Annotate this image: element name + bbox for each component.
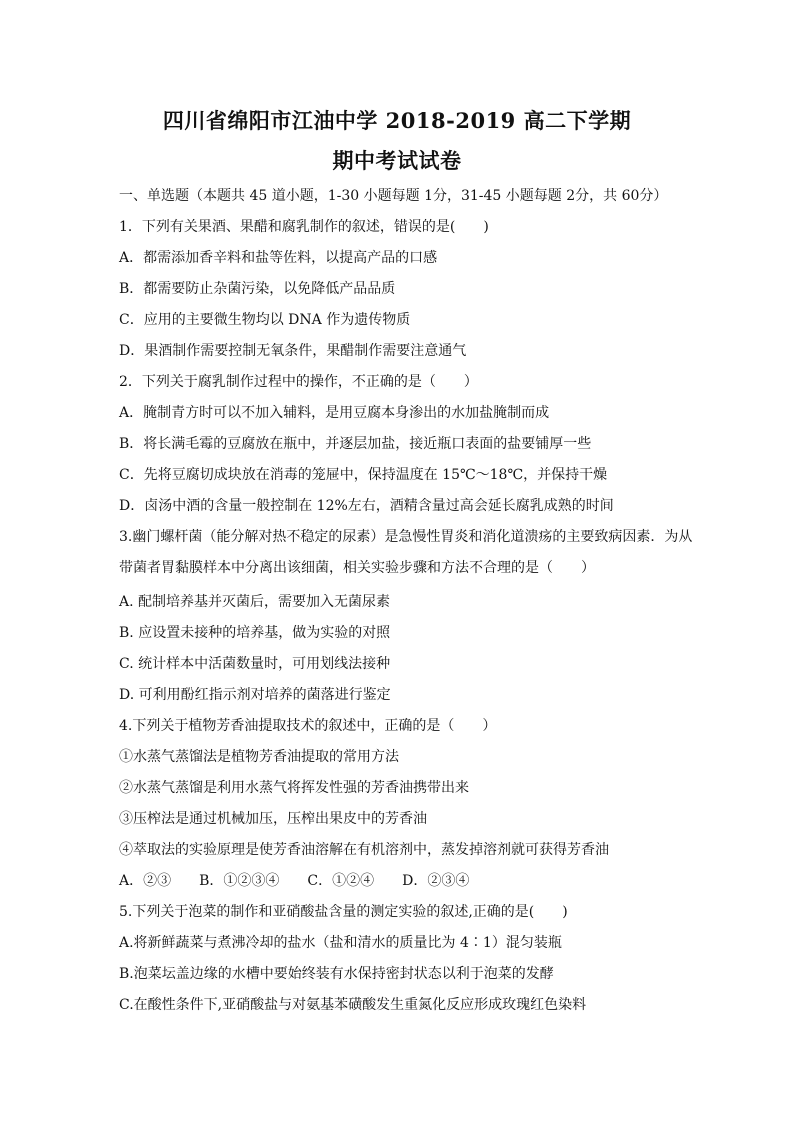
option-b: B．将长满毛霉的豆腐放在瓶中，并逐层加盐，接近瓶口表面的盐要铺厚一些 [119, 436, 592, 452]
question-stem: 3.幽门螺杆菌（能分解对热不稳定的尿素）是急慢性胃炎和消化道溃疡的主要致病因素．为从带菌者胃黏膜样本中分离出该细菌，相关实验步骤和方法不合理的是（ ） [119, 529, 693, 576]
statement-item: ④萃取法的实验原理是使芳香油溶解在有机溶剂中，蒸发掉溶剂就可获得芳香油 [119, 842, 609, 858]
question-stem: 1．下列有关果酒、果醋和腐乳制作的叙述，错误的是( ) [119, 219, 489, 235]
question-stem: 5.下列关于泡菜的制作和亚硝酸盐含量的测定实验的叙述,正确的是( ) [119, 904, 568, 920]
option-b: B.泡菜坛盖边缘的水槽中要始终装有水保持密封状态以利于泡菜的发酵 [119, 966, 554, 982]
option-c: C．应用的主要微生物均以 DNA 作为遗传物质 [119, 312, 411, 328]
option-c: C．先将豆腐切成块放在消毒的笼屉中，保持温度在 15℃～18℃，并保持干燥 [119, 467, 608, 483]
statement-item: ②水蒸气蒸馏是利用水蒸气将挥发性强的芳香油携带出来 [119, 780, 469, 796]
option-d: D．卤汤中酒的含量一般控制在 12%左右，酒精含量过高会延长腐乳成熟的时间 [119, 498, 614, 514]
option-a: A．腌制青方时可以不加入辅料，是用豆腐本身渗出的水加盐腌制而成 [119, 405, 550, 421]
option-c: C.在酸性条件下,亚硝酸盐与对氨基苯磺酸发生重氮化反应形成玫瑰红色染料 [119, 997, 587, 1013]
option-a: A. 配制培养基并灭菌后，需要加入无菌尿素 [119, 594, 391, 610]
page-title: 四川省绵阳市江油中学 2018-2019 高二下学期 [162, 108, 632, 133]
option-d: D．果酒制作需要控制无氧条件，果醋制作需要注意通气 [119, 343, 467, 359]
option-a: A．都需添加香辛料和盐等佐料，以提高产品的口感 [119, 250, 438, 266]
option-a: A.将新鲜蔬菜与煮沸冷却的盐水（盐和清水的质量比为 4∶1）混匀装瓶 [119, 935, 562, 951]
option-d: D. 可利用酚红指示剂对培养的菌落进行鉴定 [119, 687, 391, 703]
statement-item: ③压榨法是通过机械加压，压榨出果皮中的芳香油 [119, 811, 427, 827]
question-stem: 2．下列关于腐乳制作过程中的操作，不正确的是（ ） [119, 374, 478, 390]
question-stem: 4.下列关于植物芳香油提取技术的叙述中，正确的是（ ） [119, 718, 497, 734]
statement-item: ①水蒸气蒸馏法是植物芳香油提取的常用方法 [119, 749, 399, 765]
page-subtitle: 期中考试试卷 [332, 148, 462, 173]
option-b: B. 应设置未接种的培养基，做为实验的对照 [119, 625, 391, 641]
option-b: B．都需要防止杂菌污染，以免降低产品品质 [119, 281, 396, 297]
option-c: C. 统计样本中活菌数量时，可用划线法接种 [119, 656, 391, 672]
section-heading: 一、单选题（本题共 45 道小题，1-30 小题每题 1分，31-45 小题每题 2分，共 60分） [119, 188, 668, 204]
options-row: A．②③ B．①②③④ C．①②④ D．②③④ [119, 873, 470, 889]
